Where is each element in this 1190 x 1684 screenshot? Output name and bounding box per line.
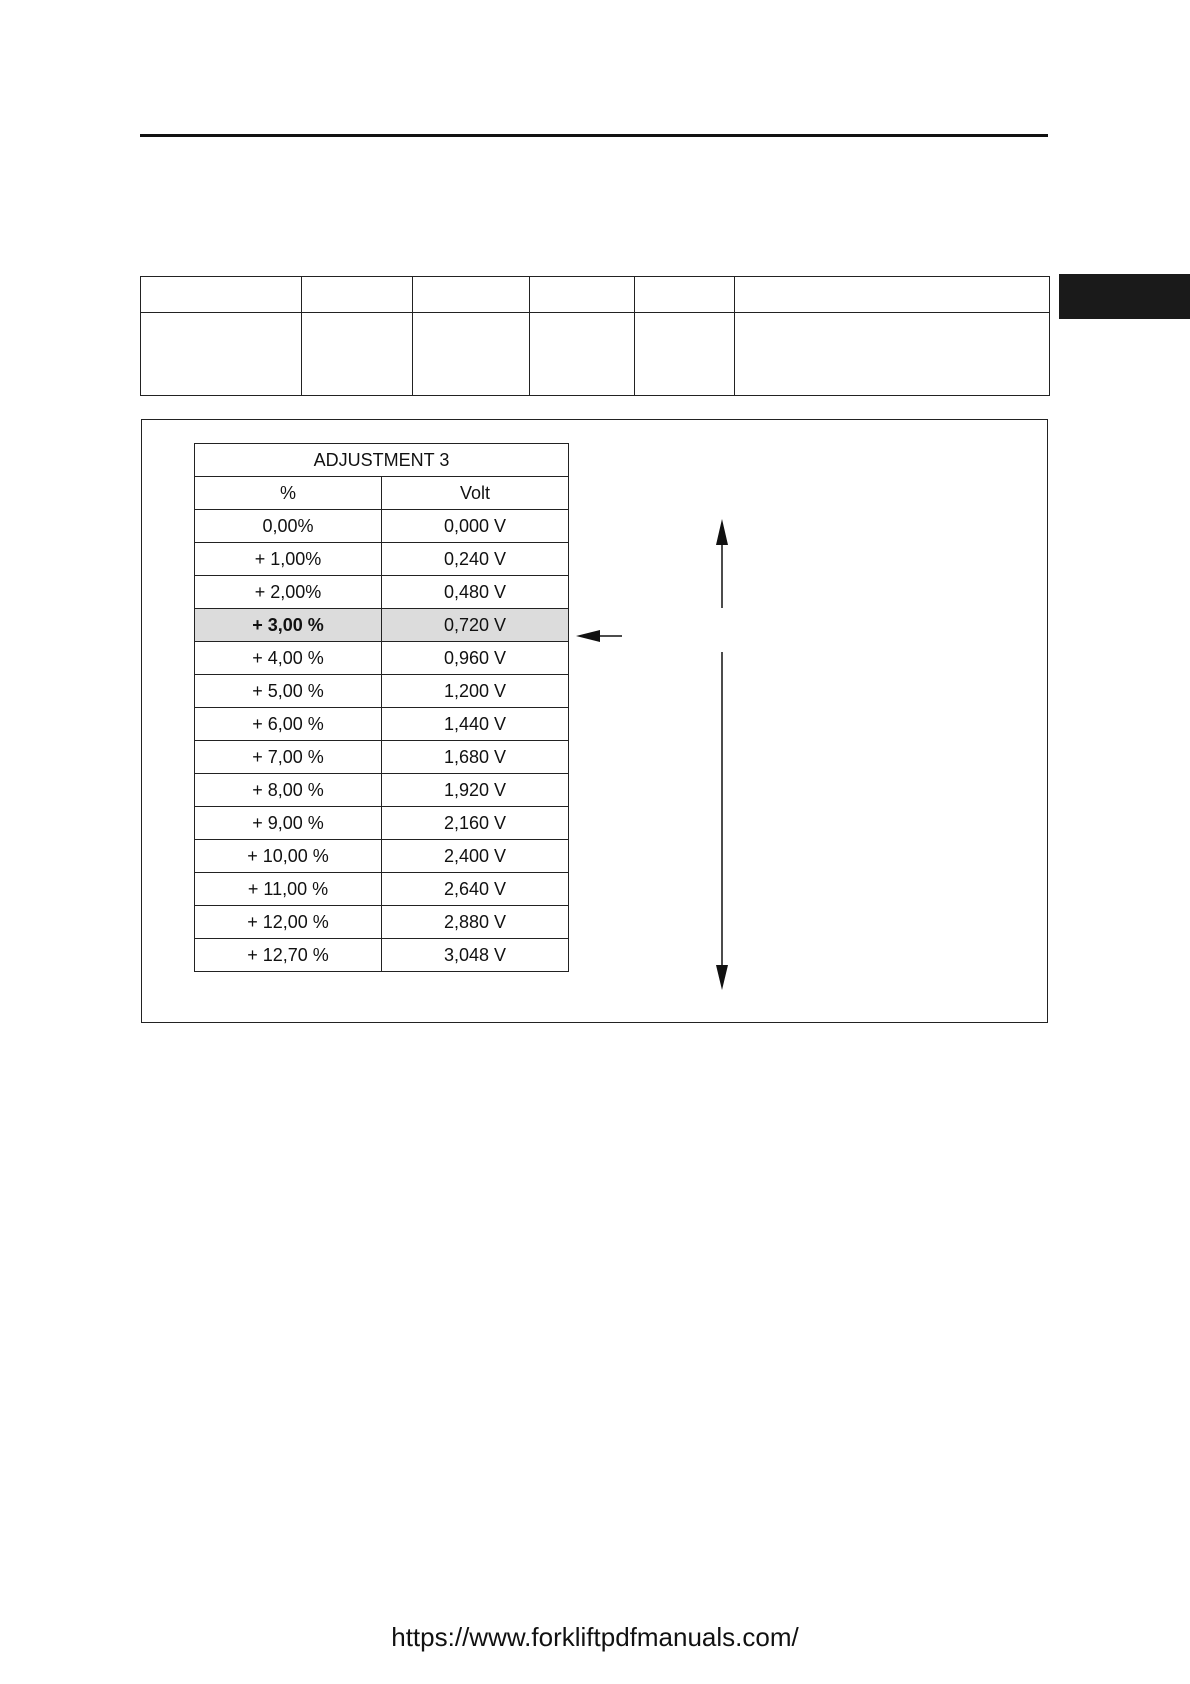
header-cell [413, 313, 530, 396]
column-header-percent: % [195, 477, 382, 510]
volt-cell: 0,720 V [382, 609, 569, 642]
column-header-volt: Volt [382, 477, 569, 510]
range-arrows [142, 420, 1047, 1022]
volt-cell: 2,400 V [382, 840, 569, 873]
section-tab-marker [1059, 274, 1190, 319]
volt-cell: 1,680 V [382, 741, 569, 774]
adjustment-table-title: ADJUSTMENT 3 [195, 444, 569, 477]
arrow-up-icon [716, 519, 728, 545]
header-cell [302, 277, 413, 313]
percent-cell: + 6,00 % [195, 708, 382, 741]
percent-cell: + 1,00% [195, 543, 382, 576]
volt-cell: 2,640 V [382, 873, 569, 906]
percent-cell: + 8,00 % [195, 774, 382, 807]
arrow-down-icon [716, 965, 728, 990]
percent-cell: + 7,00 % [195, 741, 382, 774]
header-rule [140, 134, 1048, 137]
volt-cell: 0,000 V [382, 510, 569, 543]
header-cell [302, 313, 413, 396]
header-cell [413, 277, 530, 313]
percent-cell: + 11,00 % [195, 873, 382, 906]
header-cell [141, 277, 302, 313]
header-cell [635, 313, 735, 396]
document-header-grid [140, 276, 1050, 396]
header-cell [141, 313, 302, 396]
volt-cell: 0,960 V [382, 642, 569, 675]
volt-cell: 1,440 V [382, 708, 569, 741]
header-cell [735, 277, 1050, 313]
percent-cell: + 9,00 % [195, 807, 382, 840]
volt-cell: 0,240 V [382, 543, 569, 576]
percent-cell: 0,00% [195, 510, 382, 543]
volt-cell: 0,480 V [382, 576, 569, 609]
header-cell [735, 313, 1050, 396]
volt-cell: 1,920 V [382, 774, 569, 807]
percent-cell: + 12,00 % [195, 906, 382, 939]
percent-cell: + 2,00% [195, 576, 382, 609]
volt-cell: 3,048 V [382, 939, 569, 972]
arrow-left-icon [576, 630, 600, 642]
percent-cell: + 10,00 % [195, 840, 382, 873]
percent-cell: + 3,00 % [195, 609, 382, 642]
header-cell [635, 277, 735, 313]
header-cell [530, 277, 635, 313]
volt-cell: 1,200 V [382, 675, 569, 708]
adjustment-figure [141, 419, 1048, 1023]
volt-cell: 2,880 V [382, 906, 569, 939]
percent-cell: + 12,70 % [195, 939, 382, 972]
percent-cell: + 5,00 % [195, 675, 382, 708]
header-cell [530, 313, 635, 396]
volt-cell: 2,160 V [382, 807, 569, 840]
footer-url[interactable]: https://www.forkliftpdfmanuals.com/ [391, 1622, 799, 1652]
percent-cell: + 4,00 % [195, 642, 382, 675]
